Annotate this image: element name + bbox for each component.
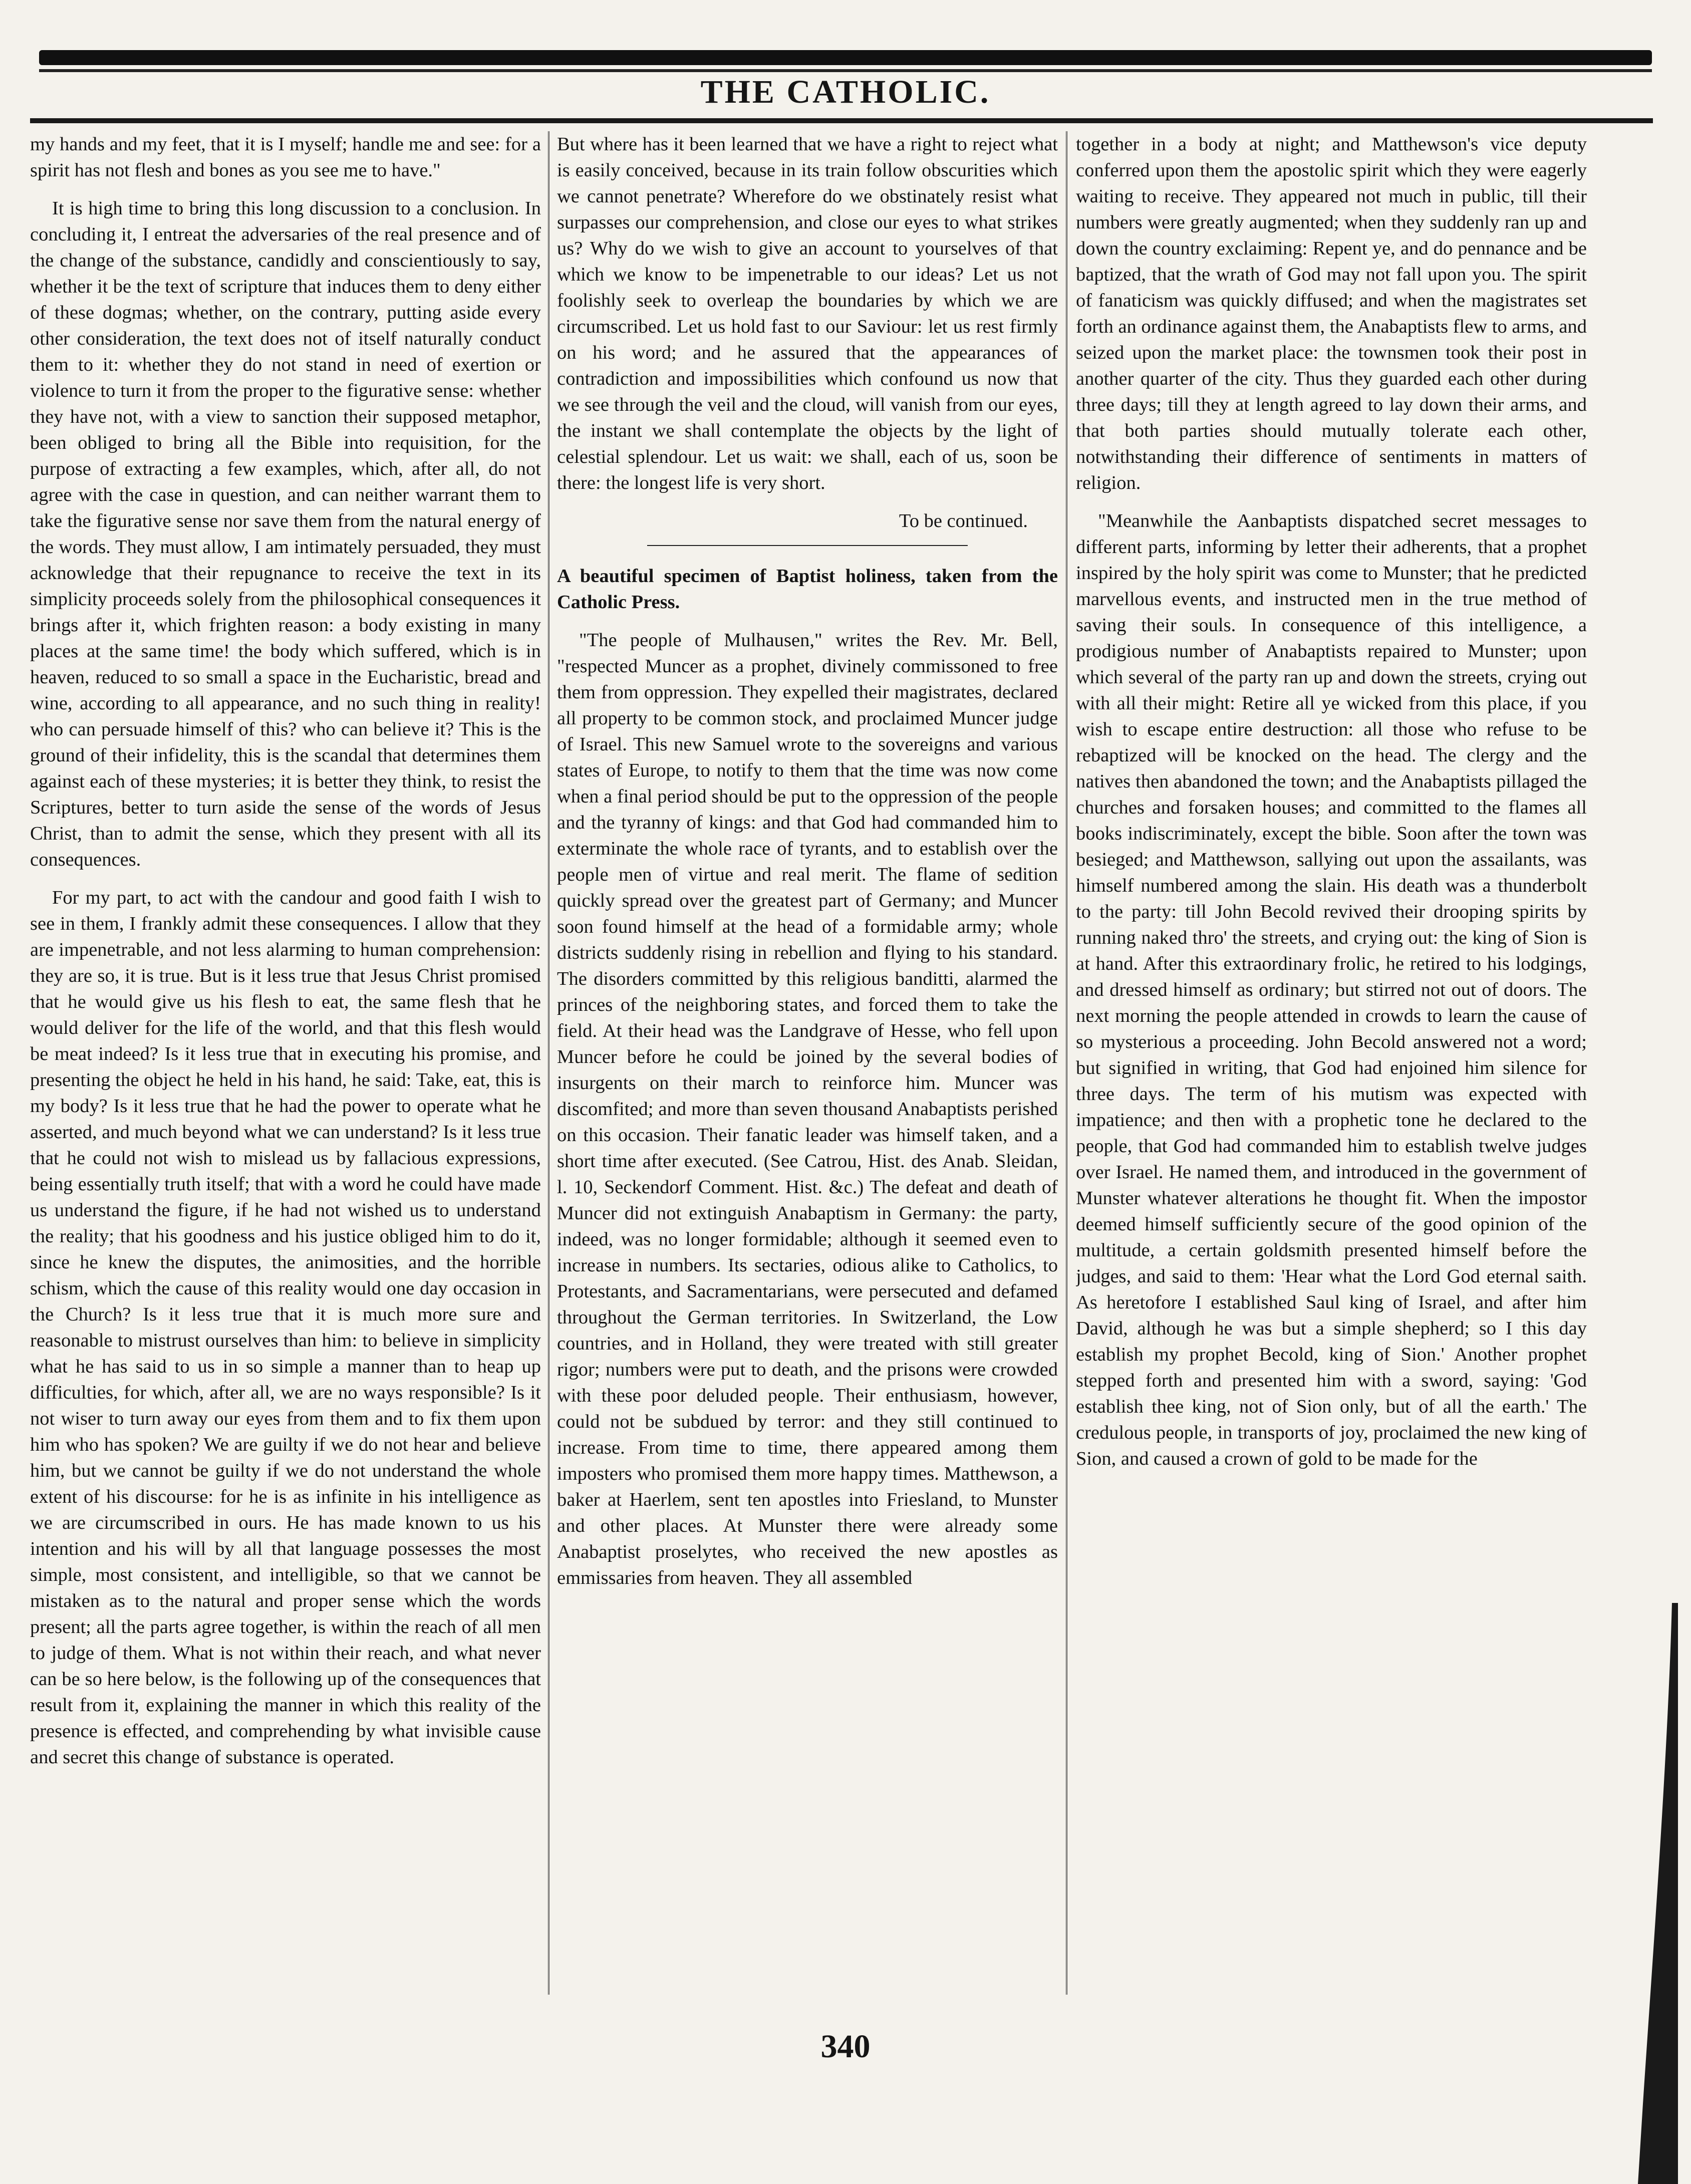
- col2-article-paragraph-1: "The people of Mulhausen," writes the Rev. Mr. Bell, "respected Muncer as a prophet, divinely commissoned to free them from oppression. They expelled their magistrates, declared all property to be common stock, and proclaimed Muncer judge of Israel. This new Samuel wrote to the sovereigns and various states of Europe, to notify to them that the time was now come when a final period should be put to the oppression of the people and the tyranny of kings: and that God had commanded him to exterminate the whole race of tyrants, and to establish over the people men of virtue and real merit. The flame of sedition quickly spread over the greatest part of Germany; and Muncer soon found himself at the head of a formidable army; whole districts suddenly rising in rebellion and flying to his standard. The disorders committed by this religious banditti, alarmed the princes of the neighboring states, and forced them to take the field. At their head was the Landgrave of Hesse, who fell upon Muncer before he could be joined by the several bodies of insurgents on their march to reinforce him. Muncer was discomfited; and more than seven thousand Anabaptists perished on this occasion. Their fanatic leader was himself taken, and a short time after executed. (See Catrou, Hist. des Anab. Sleidan, l. 10, Seckendorf Comment. Hist. &c.) The defeat and death of Muncer did not extinguish Anabaptism in Germany: the party, indeed, was no longer formidable; although it seemed even to increase in numbers. Its sectaries, odious alike to Catholics, to Protestants, and Sacramentarians, were persecuted and defamed throughout the German territories. In Switzerland, the Low countries, and in Holland, they were treated with still greater rigor; numbers were put to death, and the prisons were crowded with these poor deluded people. Their enthusiasm, however, could not be subdued by terror: and they still continued to increase. From time to time, there appeared among them imposters who promised them more happy times. Matthewson, a baker at Haerlem, sent ten apostles into Friesland, to Munster and other places. At Munster there were already some Anabaptist proselytes, who received the new apostles as emmissaries from heaven. They all assembled: [557, 630, 1058, 1588]
- masthead-rule-thin: [39, 69, 1652, 72]
- article-separator: [647, 545, 968, 546]
- header-rule: [30, 118, 1653, 123]
- page-number: 340: [820, 2028, 871, 2065]
- col1-paragraph-1: my hands and my feet, that it is I myself; handle me and see: for a spirit has not flesh and bones as you see me to have.": [30, 134, 541, 181]
- to-be-continued: To be continued.: [899, 510, 1028, 531]
- column-3: [1076, 131, 1587, 2005]
- col2-paragraph-1: But where has it been learned that we have a right to reject what is easily conceived, because in its train follow obscurities which we cannot penetrate? Wherefore do we obstinately resist what surpasses our comprehension, and close our eyes to what strikes us? Why do we wish to give an account to yourselves of that which we know to be impenetrable to our ideas? Let us not foolishly seek to overleap the boundaries by which we are circumscribed. Let us hold fast to our Saviour: let us rest firmly on his word; and he assured that the appearances of contradiction and impossibilities which confound us now that we see through the veil and the cloud, will vanish from our eyes, the instant we shall contemplate the objects by the light of celestial splendour. Let us wait: we shall, each of us, soon be there: the longest life is very short.: [557, 134, 1058, 493]
- col1-paragraph-3: For my part, to act with the candour and good faith I wish to see in them, I frankly admit these consequences. I allow that they are impenetrable, and not less alarming to human comprehension: they are so, it is true. But is it less true that Jesus Christ promised that he would give us his flesh to eat, the same flesh that he would deliver for the life of the world, and that this flesh would be meat indeed? Is it less true that in executing his promise, and presenting the object he held in his hand, he said: Take, eat, this is my body? Is it less true that he had the power to operate what he asserted, and much beyond what we can understand? Is it less true that he could not wish to mislead us by fallacious expressions, being essentially truth itself; that with a word he could have made us understand the figure, if he had not wished us to understand the reality; that his goodness and his justice obliged him to do it, since he knew the disputes, the animosities, and the horrible schism, which the cause of this reality would one day occasion in the Church? Is it less true that it is much more sure and reasonable to mistrust ourselves than him: to believe in simplicity what he has said to us in so simple a manner than to heap up difficulties, for which, after all, we are no ways responsible? Is it not wiser to turn away our eyes from them and to fix them upon him who has spoken? We are guilty if we do not hear and believe him, but we cannot be guilty if we do not understand the whole extent of his discourse: for he is as infinite in his intelligence as we are circumscribed in ours. He has made known to us his intention and his will by all that language possesses the most simple, most consistent, and intelligible, so that we cannot be mistaken as to the natural and proper sense which the words present; all the parts agree together, is within the reach of all men to judge of them. What is not within their reach, and what never can be so here below, is the following up of the consequences that result from it, explaining the manner in which this reality of the presence is effected, and comprehending by what invisible cause and secret this change of substance is operated.: [30, 887, 541, 1768]
- column-divider-1: [548, 131, 549, 1995]
- column-2: [557, 131, 1058, 2005]
- col3-paragraph-2: "Meanwhile the Aanbaptists dispatched secret messages to different parts, informing by letter their adherents, that a prophet inspired by the holy spirit was come to Munster; that he predicted marvellous events, and instructed men in the true method of saving their souls. In consequence of this intelligence, a prodigious number of Anabaptists repaired to Munster; upon which several of the party ran up and down the streets, crying out with all their might: Retire all ye wicked from this place, if you wish to escape entire destruction: all those who refuse to be rebaptized will be knocked on the head. The clergy and the natives then abandoned the town; and the Anabaptists pillaged the churches and forsaken houses; and committed to the flames all books indiscriminately, except the bible. Soon after the town was besieged; and Matthewson, sallying out upon the assailants, was himself numbered among the slain. His death was a thunderbolt to the party: till John Becold revived their drooping spirits by running naked thro' the streets, and crying out: the king of Sion is at hand. After this extraordinary frolic, he retired to his lodgings, and dressed himself as ordinary; but stirred not out of doors. The next morning the people attended in crowds to learn the cause of so mysterious a proceeding. John Becold answered not a word; but signified in writing, that God had enjoined him silence for three days. The term of his mutism was expected with impatience; and then with a prophetic tone he declared to the people, that God had commanded him to establish twelve judges over Israel. He named them, and introduced in the government of Munster whatever alterations he thought fit. When the impostor deemed himself sufficiently secure of the good opinion of the multitude, a certain goldsmith presented himself before the judges, and said to them: 'Hear what the Lord God eternal saith. As heretofore I established Saul king of Israel, and after him David, although he was but a simple shepherd; so I this day establish my prophet Becold, king of Sion.' Another prophet stepped forth and presented him with a sword, saying: 'God establish thee king, not of Sion only, but of all the earth.' The credulous people, in transports of joy, proclaimed the new king of Sion, and caused a crown of gold to be made for the: [1076, 510, 1587, 1469]
- running-title: THE CATHOLIC.: [700, 74, 991, 110]
- column-1: [30, 131, 541, 2005]
- article-heading: A beautiful specimen of Baptist holiness, taken from the Catholic Press.: [557, 566, 1058, 613]
- column-divider-2: [1066, 131, 1067, 1995]
- masthead-rule-thick: [39, 50, 1652, 65]
- page-edge-bleed: [1633, 1603, 1678, 2184]
- col3-paragraph-1: together in a body at night; and Matthewson's vice deputy conferred upon them the apostolic spirit which they were eagerly waiting to receive. They appeared not much in public, till their numbers were greatly augmented; when they suddenly ran up and down the country exclaiming: Repent ye, and do pennance and be baptized, that the wrath of God may not fall upon you. The spirit of fanaticism was quickly diffused; and when the magistrates set forth an ordinance against them, the Anabaptists flew to arms, and seized upon the market place: the townsmen took their post in another quarter of the city. Thus they guarded each other during three days; till they at length agreed to lay down their arms, and that both parties should mutually tolerate each other, notwithstanding their difference of sentiments in matters of religion.: [1076, 134, 1587, 493]
- col1-paragraph-2: It is high time to bring this long discussion to a conclusion. In concluding it, I entreat the adversaries of the real presence and of the change of the substance, candidly and conscientiously to say, whether it be the text of scripture that induces them to deny either of these dogmas; whether, on the contrary, putting aside every other consideration, the text does not of itself naturally conduct them to it: whether they do not stand in need of exertion or violence to turn it from the proper to the figurative sense: whether they have not, with a view to sanction their supposed metaphor, been obliged to bring all the Bible into requisition, for the purpose of extracting a few examples, which, after all, do not agree with the case in question, and can neither warrant them to take the figurative sense nor save them from the natural energy of the words. They must allow, I am intimately persuaded, they must acknowledge that their repugnance to receive the text in its simplicity proceeds solely from the philosophical consequences it brings after it, which frighten reason: a body existing in many places at the same time! the body which suffered, which is in heaven, reduced to so small a space in the Eucharistic, bread and wine, according to all appearance, and no such thing in reality! who can persuade himself of this? who can believe it? This is the ground of their infidelity, this is the scandal that determines them against each of these mysteries; it is better they think, to resist the Scriptures, better to turn aside the sense of the words of Jesus Christ, than to admit the sense, which they present with all its consequences.: [30, 198, 541, 870]
